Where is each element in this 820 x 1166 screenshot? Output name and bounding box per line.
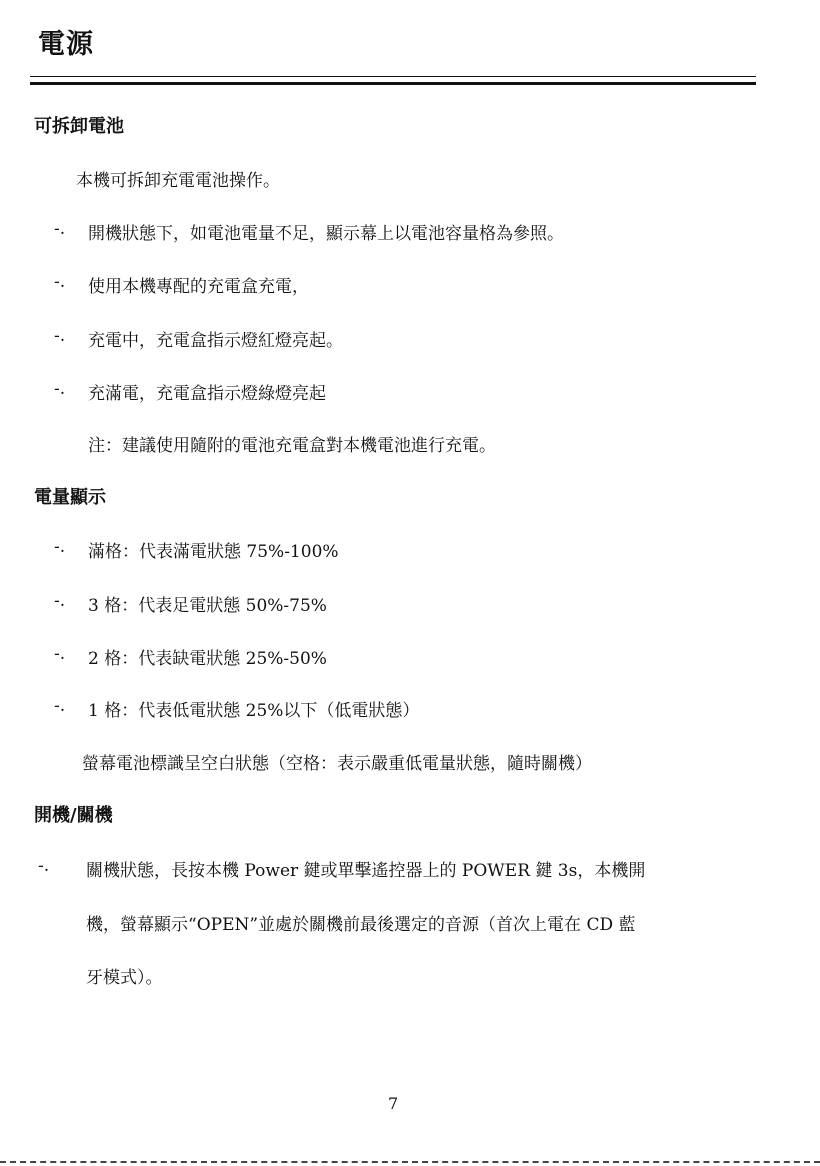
- battery-intro: 本機可拆卸充電電池操作。: [76, 171, 280, 191]
- bullet-marker: -.: [54, 219, 66, 239]
- header-rule-thin: [30, 76, 756, 77]
- level-note: 螢幕電池標識呈空白狀態（空格：表示嚴重低電量狀態，隨時關機）: [82, 754, 592, 774]
- bullet-marker: -.: [54, 696, 66, 716]
- power-line-1: 關機狀態，長按本機 Power 鍵或單擊遙控器上的 POWER 鍵 3s，本機開: [86, 861, 646, 881]
- battery-heading: 可拆卸電池: [34, 116, 124, 137]
- power-heading: 開機/關機: [34, 805, 113, 826]
- power-line-2: 機，螢幕顯示“OPEN”並處於關機前最後選定的音源（首次上電在 CD 藍: [86, 915, 636, 935]
- battery-item-4: 充滿電，充電盒指示燈綠燈亮起: [88, 384, 326, 404]
- level-heading: 電量顯示: [34, 487, 106, 508]
- bullet-marker: -.: [54, 379, 66, 399]
- page-title: 電源: [38, 29, 94, 60]
- level-item-2: 3 格：代表足電狀態 50%-75%: [88, 596, 327, 616]
- bullet-marker: -.: [54, 644, 66, 664]
- battery-item-2: 使用本機專配的充電盒充電，: [88, 277, 309, 297]
- page-number: 7: [388, 1094, 399, 1113]
- battery-item-3: 充電中，充電盒指示燈紅燈亮起。: [88, 331, 343, 351]
- bullet-marker: -.: [54, 591, 66, 611]
- bullet-marker: -.: [54, 326, 66, 346]
- level-item-3: 2 格：代表缺電狀態 25%-50%: [88, 649, 327, 669]
- level-item-1: 滿格：代表滿電狀態 75%-100%: [88, 542, 339, 562]
- header-rule-thick: [30, 82, 756, 85]
- page-bottom-edge: [0, 1161, 820, 1163]
- bullet-marker: -.: [54, 272, 66, 292]
- power-line-3: 牙模式）。: [86, 968, 163, 988]
- bullet-marker: -.: [38, 856, 50, 876]
- level-item-4: 1 格：代表低電狀態 25%以下（低電狀態）: [88, 701, 420, 721]
- battery-note: 注：建議使用隨附的電池充電盒對本機電池進行充電。: [88, 436, 496, 456]
- bullet-marker: -.: [54, 537, 66, 557]
- battery-item-1: 開機狀態下，如電池電量不足，顯示幕上以電池容量格為參照。: [88, 224, 564, 244]
